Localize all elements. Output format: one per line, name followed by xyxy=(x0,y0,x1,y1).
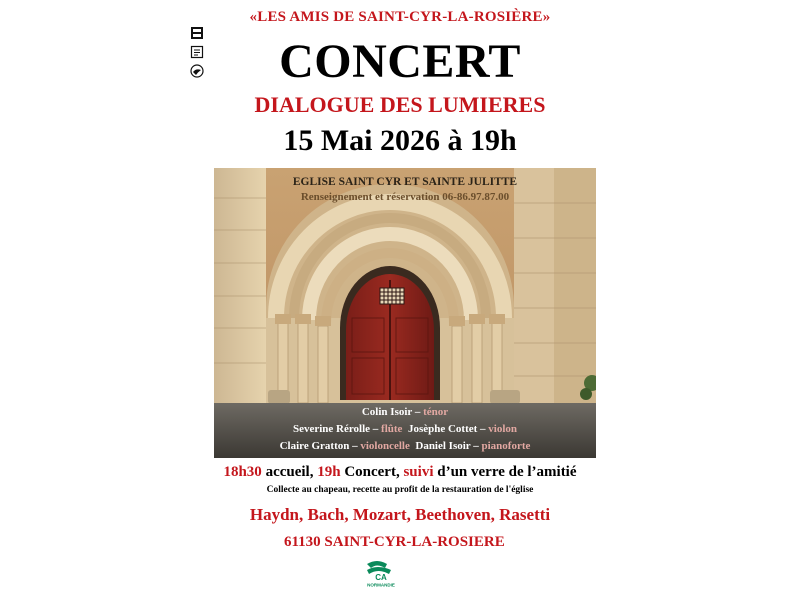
musician-line-1 xyxy=(214,406,596,418)
musician-line-2 xyxy=(214,423,596,435)
concert-time: 19h xyxy=(317,464,341,480)
welcome-text: accueil, xyxy=(261,464,318,480)
concert-text: Concert, xyxy=(340,464,404,480)
reservation-contact: Renseignement et réservation 06-86.97.87.00 xyxy=(300,191,510,203)
venue-address: 61130 SAINT-CYR-LA-ROSIERE xyxy=(284,534,505,550)
sponsor-logo xyxy=(363,560,399,588)
poster-title: CONCERT xyxy=(279,35,521,88)
sponsor-region: NORMANDIE xyxy=(367,582,395,588)
organization-name: «LES AMIS DE SAINT-CYR-LA-ROSIÈRE» xyxy=(249,9,551,25)
concert-date: 15 Mai 2026 à 19h xyxy=(283,124,517,157)
collection-note: Collecte au chapeau, recette au profit de la restauration de l'église xyxy=(266,485,534,495)
musician-role: flûte xyxy=(381,423,403,435)
musician-role: violon xyxy=(488,423,518,435)
musician-name: Severine Rérolle xyxy=(292,423,371,435)
separator: – xyxy=(370,423,382,435)
musician-name: Colin Isoir xyxy=(361,406,413,418)
schedule-line xyxy=(0,464,800,481)
musician-role: pianoforte xyxy=(481,440,531,452)
welcome-time: 18h30 xyxy=(223,464,262,480)
musician-name: Claire Gratton xyxy=(279,440,350,452)
venue-name: EGLISE SAINT CYR ET SAINTE JULITTE xyxy=(292,176,518,188)
musician-role: ténor xyxy=(423,406,449,418)
separator: – xyxy=(477,423,489,435)
reception-text: d’un verre de l’amitié xyxy=(433,464,577,480)
separator: – xyxy=(412,406,424,418)
musician-name: Daniel Isoir xyxy=(415,440,471,452)
followed-text: suivi xyxy=(403,464,434,480)
musician-line-3 xyxy=(214,440,596,452)
church-photo xyxy=(214,168,596,458)
concert-subtitle: DIALOGUE DES LUMIERES xyxy=(254,92,546,117)
musician-name: Josèphe Cottet xyxy=(407,423,478,435)
sponsor-logo-text: CA xyxy=(375,573,387,582)
musician-role: violoncelle xyxy=(360,440,410,452)
composers-list: Haydn, Bach, Mozart, Beethoven, Rasetti xyxy=(249,505,551,524)
separator: – xyxy=(349,440,361,452)
separator: – xyxy=(470,440,482,452)
